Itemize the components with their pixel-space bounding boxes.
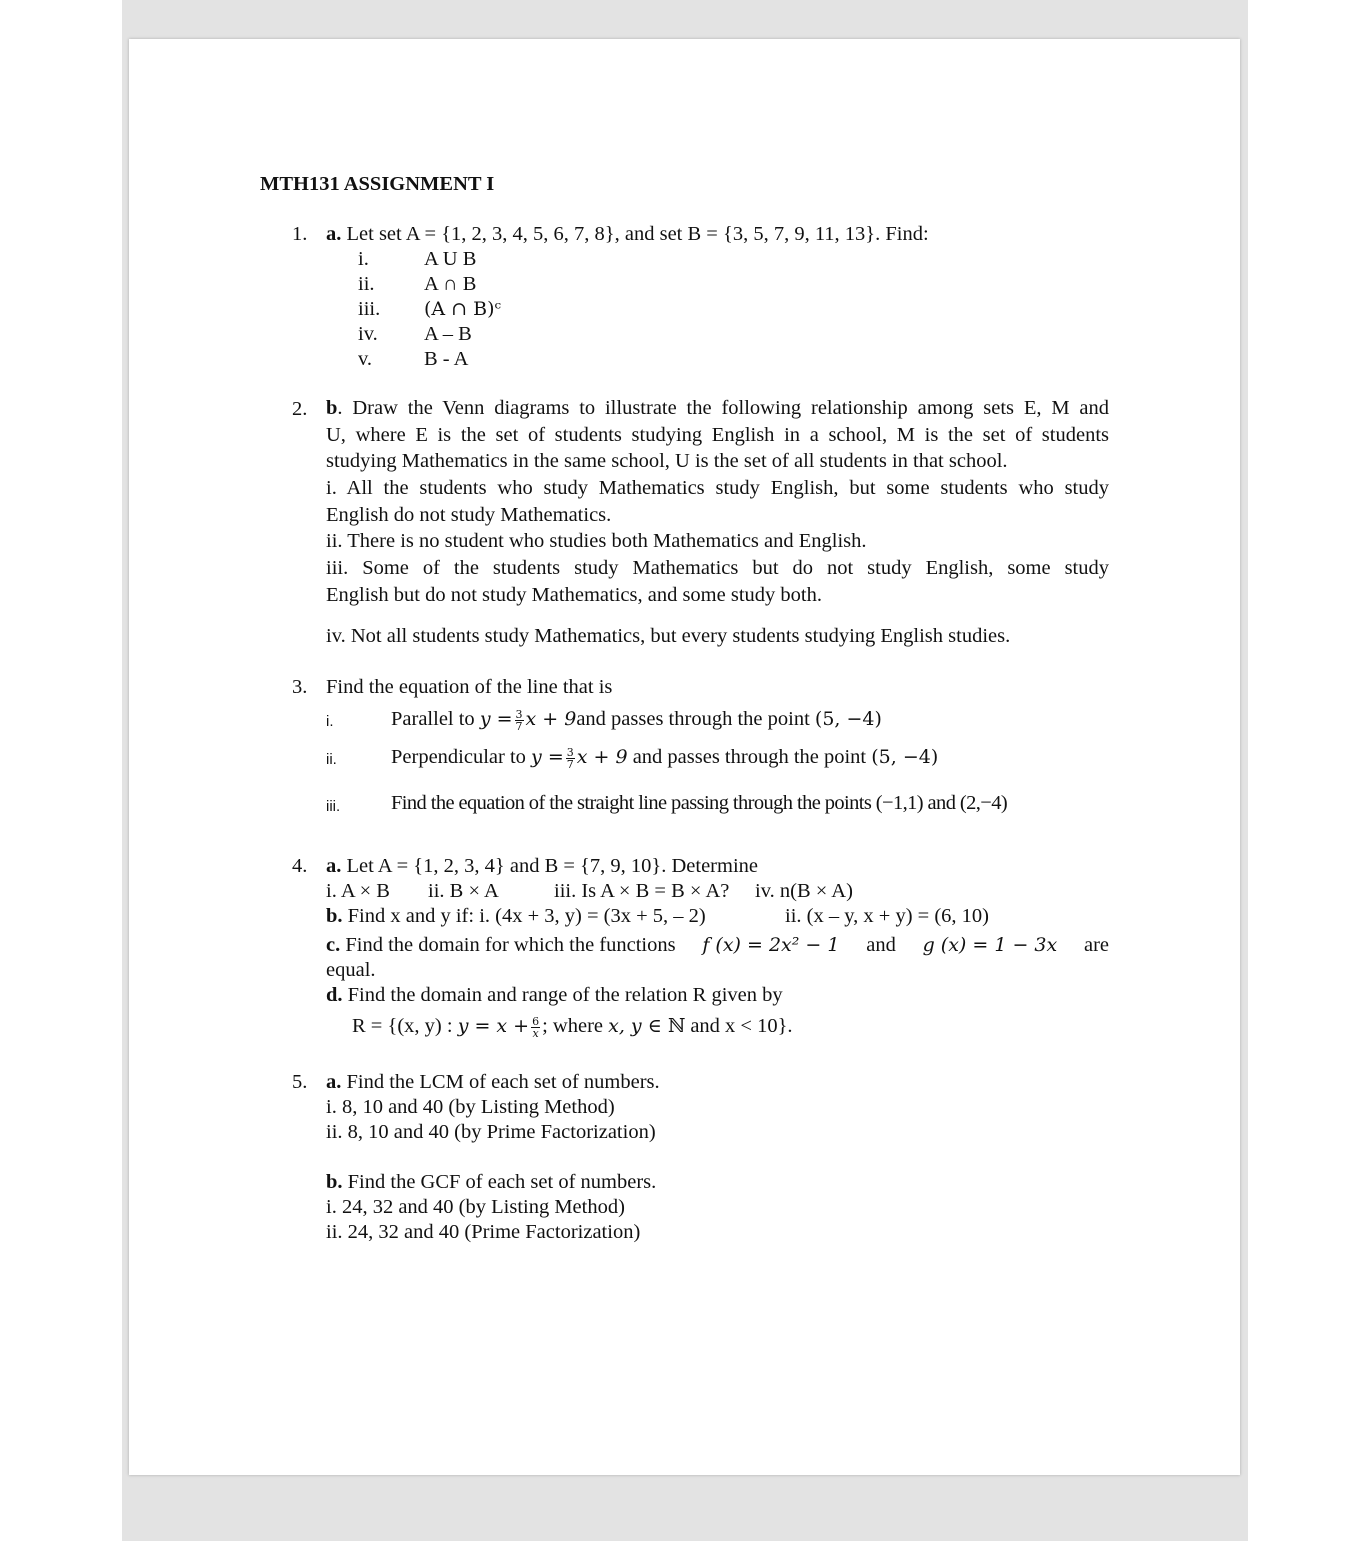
sub-item: i. 8, 10 and 40 (by Listing Method) [326, 1096, 615, 1118]
list-item: Find the equation of the straight line passing through the points (−1,1) and (2,−4) [391, 792, 1008, 814]
list-item: A – B [424, 323, 472, 345]
sub-item: ii. There is no student who studies both Mathematics and English. [326, 530, 867, 552]
sub-item: i. All the students who study Mathematics study English, but some students who study [326, 477, 1109, 499]
list-item-number: v. [358, 348, 373, 370]
list-item-number: i. [326, 713, 334, 730]
question-number: 1. [292, 223, 308, 245]
question-text-line: U, where E is the set of students studying English in a school, M is the set of students [326, 424, 1109, 446]
question-text: a. Find the LCM of each set of numbers. [326, 1071, 660, 1093]
part-label: a. [326, 223, 342, 245]
list-item-number: iii. [326, 798, 341, 815]
question-text: b. Draw the Venn diagrams to illustrate the following relationship among sets E, M and [326, 397, 1109, 419]
part-label: b [326, 397, 338, 419]
question-text-line: studying Mathematics in the same school, U is the set of all students in that school. [326, 450, 1008, 472]
question-part: b. Find the GCF of each set of numbers. [326, 1171, 657, 1193]
relation-definition: R = {(x, y) : y = x + $\frac{6}{x}$ ; where x, y ∈ ℕ and x < 10}. [352, 1014, 793, 1040]
question-number: 4. [292, 855, 308, 877]
question-number: 2. [292, 398, 308, 420]
question-part-line: equal. [326, 959, 376, 981]
list-item: A U B [424, 248, 477, 270]
list-item-number: iii. [358, 298, 381, 320]
list-item: Perpendicular to y = $\frac{3}{7}$ x + 9 and passes through the point (5, −4) [391, 745, 939, 771]
question-text: a. Let A = {1, 2, 3, 4} and B = {7, 9, 10}. Determine [326, 855, 759, 877]
list-item-number: ii. [326, 751, 337, 768]
list-item-number: iv. [358, 323, 378, 345]
sub-item: ii. 24, 32 and 40 (Prime Factorization) [326, 1221, 641, 1243]
sub-item: iii. Some of the students study Mathematics but do not study English, some study [326, 557, 1109, 579]
sub-item: ii. (x – y, x + y) = (6, 10) [785, 905, 989, 927]
question-body: Let set A = {1, 2, 3, 4, 5, 6, 7, 8}, and set B = {3, 5, 7, 9, 11, 13}. Find: [346, 223, 929, 245]
list-item: A ∩ B [424, 273, 477, 295]
sub-item: ii. 8, 10 and 40 (by Prime Factorization) [326, 1121, 656, 1143]
sub-item-line: English but do not study Mathematics, and some study both. [326, 584, 822, 606]
question-text: Find the equation of the line that is [326, 676, 613, 698]
list-item: (A ∩ B)ᶜ [424, 298, 502, 320]
list-item-number: ii. [358, 273, 375, 295]
sub-item: iii. Is A × B = B × A? [554, 880, 730, 902]
fraction: $\frac{3}{7}$ [566, 745, 574, 771]
question-part: d. Find the domain and range of the relation R given by [326, 984, 783, 1006]
question-number: 3. [292, 676, 308, 698]
page-title: MTH131 ASSIGNMENT I [260, 173, 495, 195]
sub-item: iv. n(B × A) [755, 880, 853, 902]
sub-item: iv. Not all students study Mathematics, but every students studying English studies. [326, 625, 1011, 647]
list-item: B - A [424, 348, 469, 370]
sub-item-line: English do not study Mathematics. [326, 504, 612, 526]
fraction: $\frac{3}{7}$ [515, 707, 523, 733]
question-number: 5. [292, 1071, 308, 1093]
list-item-number: i. [358, 248, 369, 270]
fraction: $\frac{6}{x}$ [532, 1014, 540, 1040]
question-part: b. Find x and y if: i. (4x + 3, y) = (3x + 5, – 2) [326, 905, 706, 927]
sub-item: ii. B × A [428, 880, 499, 902]
sub-item: i. 24, 32 and 40 (by Listing Method) [326, 1196, 625, 1218]
sub-item: i. A × B [326, 880, 390, 902]
list-item: Parallel to y = $\frac{3}{7}$ x + 9and passes through the point (5, −4) [391, 707, 882, 733]
question-text [326, 222, 929, 246]
question-part: c. Find the domain for which the functions f (x) = 2x² − 1 and g (x) = 1 − 3x are [326, 934, 1109, 956]
